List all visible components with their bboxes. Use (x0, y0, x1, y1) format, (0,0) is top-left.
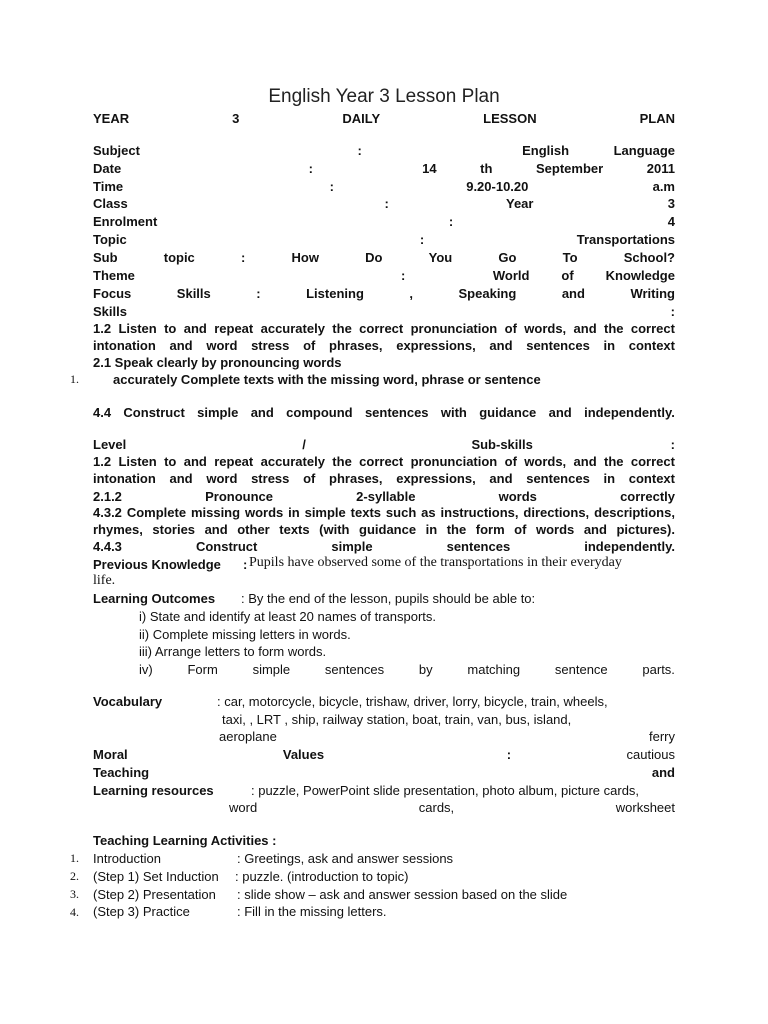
class-row: Class : Year 3 (93, 196, 675, 211)
word: correctly (620, 489, 675, 504)
word: Pronounce (205, 489, 273, 504)
vocabulary-label: Vocabulary (93, 694, 163, 709)
skills-line-5 (93, 404, 675, 421)
topic-label: Topic (93, 232, 127, 247)
word: worksheet (615, 800, 675, 815)
word: correct (359, 454, 404, 469)
word: directions, (523, 505, 590, 520)
word: as (421, 505, 436, 520)
subtopic-row: Sub topic : How Do You Go To School? (93, 250, 675, 265)
word: of (303, 338, 316, 353)
teaching-row: Teaching and (93, 765, 675, 780)
word: words (498, 489, 537, 504)
word: 1.2 (93, 321, 112, 336)
word: phrases, (329, 338, 383, 353)
word: form (475, 522, 505, 537)
word: word (206, 471, 238, 486)
word: simple (304, 505, 346, 520)
word: in (603, 338, 616, 353)
date-label: Date (93, 161, 122, 176)
topic-row: Topic : Transportations (93, 232, 675, 247)
word: 3 (232, 111, 240, 126)
skills-line-1 (93, 320, 675, 337)
word: the (446, 522, 467, 537)
word: simple (197, 405, 239, 420)
word: in (425, 522, 438, 537)
word: and (548, 405, 572, 420)
level-line-5 (93, 521, 675, 538)
word: parts. (642, 662, 675, 677)
word: context (628, 471, 675, 486)
word: 2.1.2 (93, 489, 122, 504)
previous-knowledge-label: Previous Knowledge (93, 557, 221, 572)
word: compound (286, 405, 353, 420)
word: in (288, 505, 300, 520)
word: of (514, 522, 527, 537)
word: sentences (446, 539, 511, 554)
focus-skills-row: Focus Skills : Listening , Speaking and Writing (93, 286, 675, 301)
word: such (385, 505, 417, 520)
class-label: Class (93, 196, 128, 211)
word: sentences (526, 338, 590, 353)
word: matching (467, 662, 521, 677)
word: the (604, 321, 624, 336)
word: word (206, 338, 238, 353)
word: and (183, 454, 207, 469)
word: texts (350, 505, 382, 520)
word: to (164, 454, 177, 469)
word: context (628, 338, 675, 353)
word: missing (190, 505, 241, 520)
word: pronunciation (410, 454, 498, 469)
word: independently. (584, 405, 675, 420)
word: words, (524, 454, 567, 469)
word: PLAN (639, 111, 675, 126)
word: the (604, 454, 624, 469)
enrolment-row: Enrolment : 4 (93, 214, 675, 229)
word: word (229, 800, 258, 815)
word: expressions, (396, 471, 476, 486)
word: accurately (260, 454, 325, 469)
word: accurately (260, 321, 325, 336)
word: iv) (139, 662, 153, 677)
word: words (244, 505, 284, 520)
word: in (603, 471, 616, 486)
word: and (183, 321, 207, 336)
level-line-1 (93, 453, 675, 470)
subject-row: Subject : English Language (93, 143, 675, 158)
word: Listen (118, 454, 157, 469)
word: other (237, 522, 270, 537)
word: stress (251, 338, 290, 353)
level-line-2 (93, 470, 675, 487)
level-line-3 (93, 488, 675, 505)
outcome-iii: iii) Arrange letters to form words. (139, 644, 327, 659)
word: Listen (118, 321, 157, 336)
word: 4.3.2 (93, 505, 122, 520)
word: and (204, 522, 228, 537)
word: cards, (418, 800, 455, 815)
level-line-6 (93, 538, 675, 555)
word: correct (630, 321, 675, 336)
vocabulary-text-2: taxi, , LRT , ship, railway station, boat, train, van, bus, island, (222, 712, 572, 727)
outcome-i: i) State and identify at least 20 names of transports. (139, 609, 436, 624)
level-line-4 (93, 504, 675, 521)
word: stories (152, 522, 196, 537)
word: and (169, 338, 193, 353)
word: repeat (214, 321, 254, 336)
word: intonation (93, 471, 156, 486)
previous-knowledge-text: Pupils have observed some of the transportations in their everyday (249, 555, 622, 570)
word: to (164, 321, 177, 336)
word: guidance (479, 405, 537, 420)
word: and (169, 471, 193, 486)
word: and (573, 321, 597, 336)
word: words (535, 522, 575, 537)
word: simple (252, 662, 291, 677)
word: sentences (526, 471, 590, 486)
learning-outcomes-label: Learning Outcomes (93, 591, 216, 606)
word: of (303, 471, 316, 486)
word: expressions, (396, 338, 476, 353)
word: Construct (195, 539, 258, 554)
word: phrases, (329, 471, 383, 486)
learning-resources-text: : puzzle, PowerPoint slide presentation, photo album, picture cards, (251, 783, 640, 798)
learning-resources-line-2 (229, 799, 675, 816)
word: Complete (126, 505, 187, 520)
word: and (489, 338, 513, 353)
word: and (489, 471, 513, 486)
time-row: Time : 9.20-10.20 a.m (93, 179, 675, 194)
skills-line-2 (93, 337, 675, 354)
word: pronunciation (410, 321, 498, 336)
word: instructions, (440, 505, 519, 520)
word: the (332, 321, 352, 336)
word: and (250, 405, 274, 420)
word: correct (359, 321, 404, 336)
word: intonation (93, 338, 156, 353)
word: the (332, 454, 352, 469)
word: with (440, 405, 467, 420)
word: 4.4 (93, 405, 112, 420)
word: words, (524, 321, 567, 336)
learning-outcomes-text: : By the end of the lesson, pupils should be able to: (241, 591, 536, 606)
word: and (583, 522, 607, 537)
word: stress (251, 471, 290, 486)
word: of (504, 321, 517, 336)
word: by (418, 662, 433, 677)
word: texts (279, 522, 310, 537)
word: sentence (554, 662, 608, 677)
outcome-iv (139, 661, 675, 678)
outcome-ii: ii) Complete missing letters in words. (139, 627, 351, 642)
activities-heading: Teaching Learning Activities : (93, 833, 277, 848)
word: sentences (364, 405, 429, 420)
moral-values-row: Moral Values : cautious (93, 747, 675, 762)
word: 4.4.3 (93, 539, 122, 554)
word: sentences (324, 662, 385, 677)
word: guidance (359, 522, 417, 537)
word: descriptions, (594, 505, 675, 520)
time-label: Time (93, 179, 124, 194)
word: YEAR (93, 111, 130, 126)
word: and (573, 454, 597, 469)
level-row: Level / Sub-skills : (93, 437, 675, 452)
word: Construct (123, 405, 185, 420)
word: LESSON (483, 111, 537, 126)
skills-line-3: 2.1 Speak clearly by pronouncing words (93, 355, 342, 370)
header-line (93, 110, 675, 127)
word: correct (630, 454, 675, 469)
skills-row: Skills : (93, 304, 675, 319)
learning-resources-label: Learning resources (93, 783, 214, 798)
word: repeat (214, 454, 254, 469)
subject-value: English (522, 143, 570, 158)
word: 2-syllable (356, 489, 416, 504)
theme-row: Theme : World of Knowledge (93, 268, 675, 283)
word: 1.2 (93, 454, 112, 469)
word: simple (331, 539, 373, 554)
enrolment-label: Enrolment (93, 214, 158, 229)
word: DAILY (342, 111, 381, 126)
date-row: Date : 14 th September 2011 (93, 161, 675, 176)
word: rhymes, (93, 522, 143, 537)
word: independently. (584, 539, 675, 554)
subject-label: Subject (93, 143, 140, 158)
word: (with (319, 522, 350, 537)
word: of (504, 454, 517, 469)
word: pictures). (616, 522, 675, 537)
skills-line-4: accurately Complete texts with the missing word, phrase or sentence (113, 372, 541, 387)
document-title: English Year 3 Lesson Plan (268, 86, 500, 107)
vocabulary-text-1: : car, motorcycle, bicycle, trishaw, driver, lorry, bicycle, train, wheels, (217, 694, 608, 709)
word: Form (187, 662, 218, 677)
